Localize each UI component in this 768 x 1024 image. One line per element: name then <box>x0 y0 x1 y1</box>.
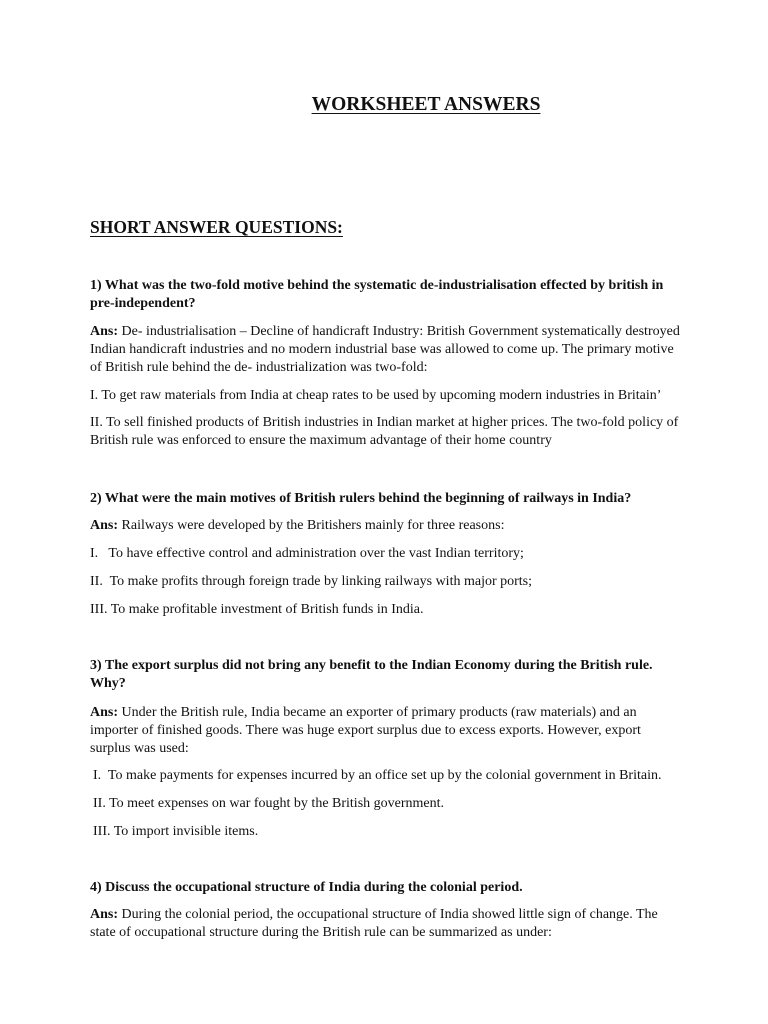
ans-label: Ans: <box>90 705 119 720</box>
question-2: 2) What were the main motives of British rulers behind the beginning of railways in India? <box>90 491 632 506</box>
answer-3-point-3: III. To import invisible items. <box>93 824 259 839</box>
question-1: 1) What was the two-fold motive behind the systematic de-industrialisation effected by british in pre-independent? <box>90 278 664 311</box>
answer-2-point-1: I. To have effective control and administration over the vast Indian territory; <box>90 546 524 561</box>
page-title: WORKSHEET ANSWERS <box>311 94 541 115</box>
answer-3-text: Under the British rule, India became an exporter of primary products (raw materials) and an importer of finished goods. There was huge export surplus due to excess exports. However, export surplus was used: <box>90 705 641 756</box>
answer-2-point-2: II. To make profits through foreign trade by linking railways with major ports; <box>90 574 533 589</box>
question-3: 3) The export surplus did not bring any benefit to the Indian Economy during the British rule. Why? <box>90 658 653 691</box>
answer-2-text: Railways were developed by the Britishers mainly for three reasons: <box>121 518 505 533</box>
answer-3-point-1: I. To make payments for expenses incurred by an office set up by the colonial government in Britain. <box>93 768 662 783</box>
answer-4 <box>90 906 682 942</box>
answer-2-point-3: III. To make profitable investment of British funds in India. <box>90 602 424 617</box>
answer-1 <box>90 323 682 377</box>
answer-3-point-2: II. To meet expenses on war fought by the British government. <box>93 796 445 811</box>
answer-4-text: During the colonial period, the occupational structure of India showed little sign of change. The state of occupational structure during the British rule can be summarized as under: <box>90 907 658 940</box>
ans-label: Ans: <box>90 518 119 533</box>
answer-2 <box>90 517 682 535</box>
question-4: 4) Discuss the occupational structure of India during the colonial period. <box>90 880 523 895</box>
answer-3 <box>90 704 682 758</box>
answer-1-text: De- industrialisation – Decline of handicraft Industry: British Government systematically destroyed Indian handicraft industries and no modern industrial base was allowed to come up. The primary motive of British rule behind the de- industrialization was two-fold: <box>90 324 680 375</box>
section-heading: SHORT ANSWER QUESTIONS: <box>90 217 343 237</box>
answer-1-point-1: I. To get raw materials from India at cheap rates to be used by upcoming modern industries in Britain’ <box>90 388 662 403</box>
ans-label: Ans: <box>90 324 119 339</box>
answer-1-point-2: II. To sell finished products of British industries in Indian market at higher prices. The two-fold policy of British rule was enforced to ensure the maximum advantage of their home country <box>90 415 679 448</box>
ans-label: Ans: <box>90 907 119 922</box>
